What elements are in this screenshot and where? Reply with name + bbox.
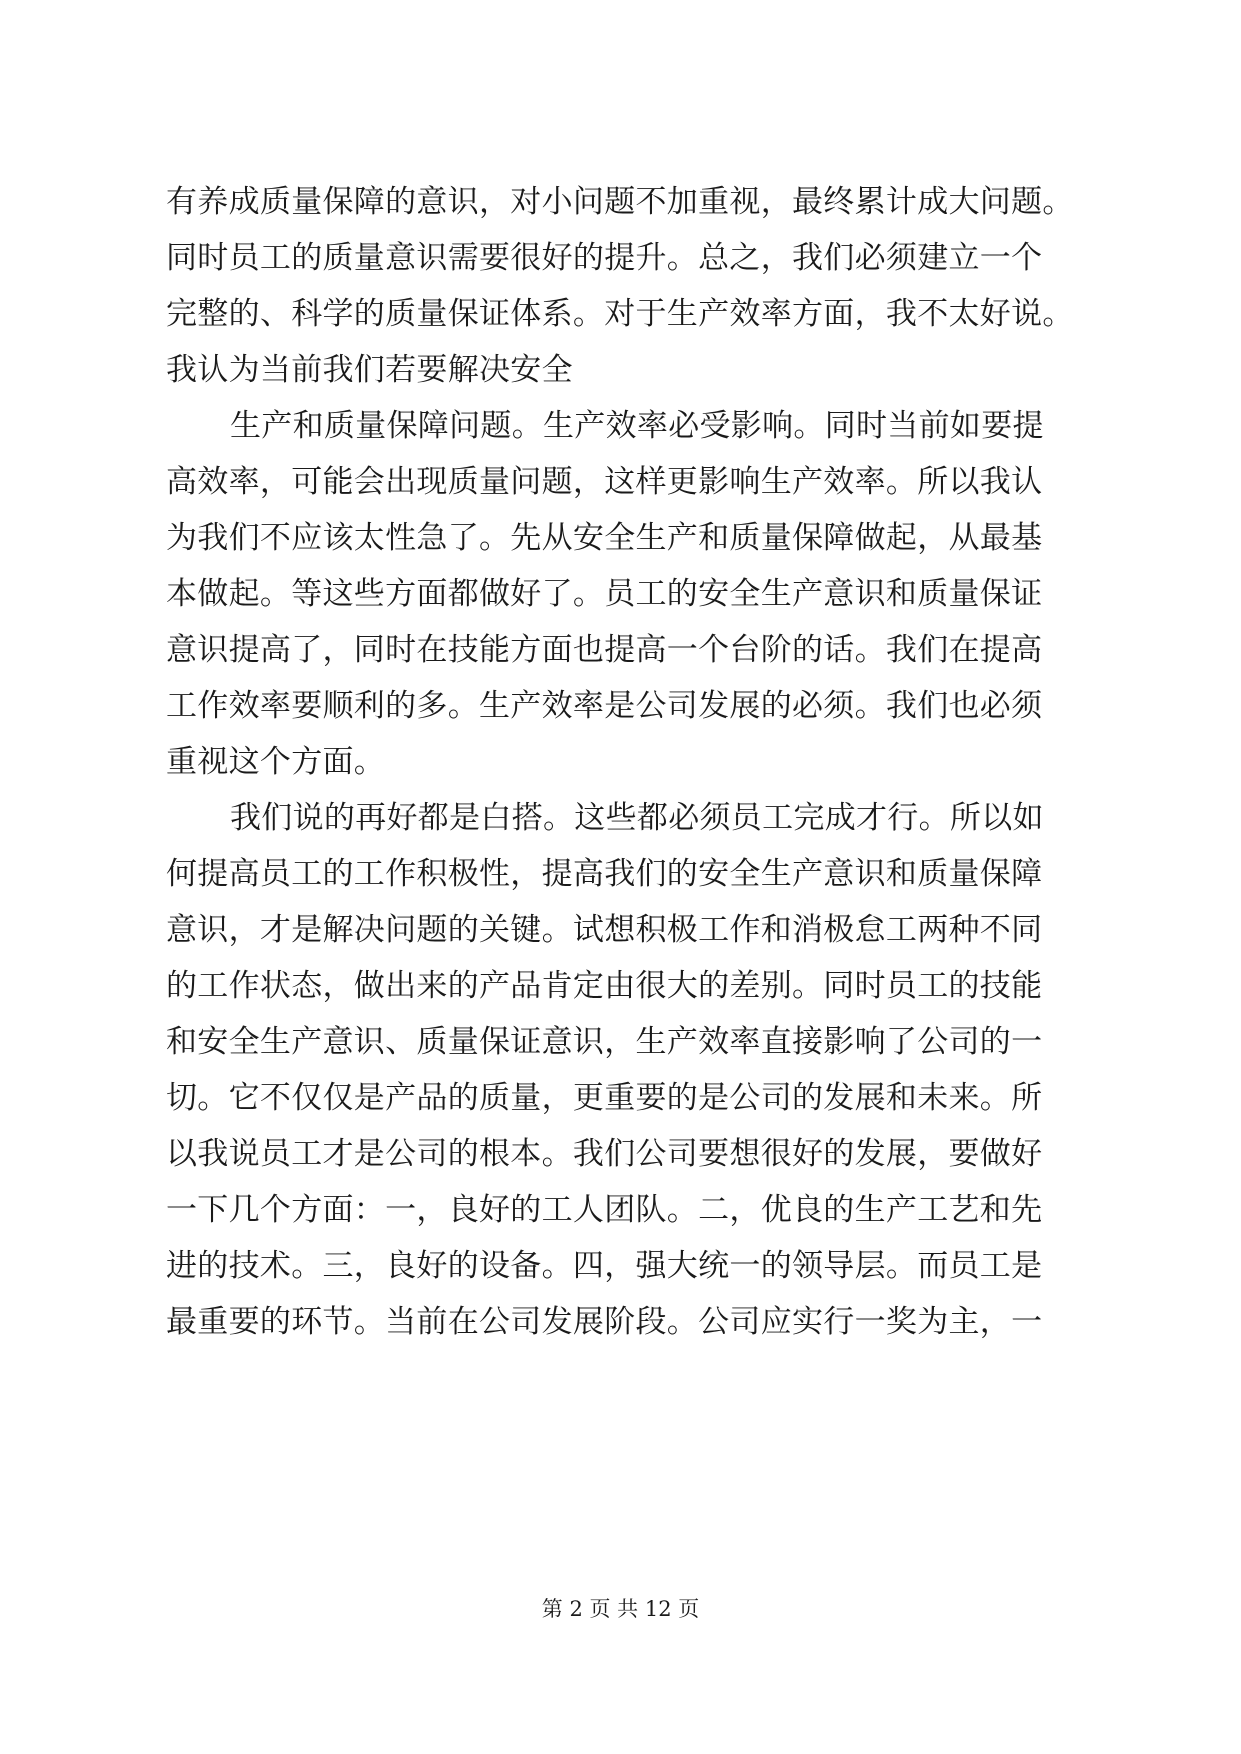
- paragraph-3-line-6: 切。它不仅仅是产品的质量，更重要的是公司的发展和未来。所: [166, 1080, 1043, 1116]
- paragraph-3-line-1: 我们说的再好都是白搭。这些都必须员工完成才行。所以如: [230, 800, 1044, 836]
- paragraph-3-line-5: 和安全生产意识、质量保证意识，生产效率直接影响了公司的一: [166, 1024, 1043, 1060]
- paragraph-2-line-2: 高效率，可能会出现质量问题，这样更影响生产效率。所以我认: [166, 464, 1043, 500]
- paragraph-3-line-7: 以我说员工才是公司的根本。我们公司要想很好的发展，要做好: [166, 1136, 1043, 1172]
- paragraph-2-line-4: 本做起。等这些方面都做好了。员工的安全生产意识和质量保证: [166, 576, 1043, 612]
- paragraph-2-line-3: 为我们不应该太性急了。先从安全生产和质量保障做起，从最基: [166, 520, 1043, 556]
- paragraph-1-line-3: 完整的、科学的质量保证体系。对于生产效率方面，我不太好说。: [166, 296, 1074, 332]
- paragraph-3-line-3: 意识，才是解决问题的关键。试想积极工作和消极怠工两种不同: [166, 912, 1043, 948]
- paragraph-3-line-10: 最重要的环节。当前在公司发展阶段。公司应实行一奖为主，一: [166, 1304, 1043, 1340]
- paragraph-2-line-1: 生产和质量保障问题。生产效率必受影响。同时当前如要提: [230, 408, 1044, 444]
- paragraph-2-line-7: 重视这个方面。: [166, 744, 386, 780]
- paragraph-3-line-8: 一下几个方面：一，良好的工人团队。二，优良的生产工艺和先: [166, 1192, 1043, 1228]
- paragraph-2-line-5: 意识提高了，同时在技能方面也提高一个台阶的话。我们在提高: [166, 632, 1043, 668]
- paragraph-2-line-6: 工作效率要顺利的多。生产效率是公司发展的必须。我们也必须: [166, 688, 1043, 724]
- paragraph-3-line-4: 的工作状态，做出来的产品肯定由很大的差别。同时员工的技能: [166, 968, 1043, 1004]
- paragraph-1-line-4: 我认为当前我们若要解决安全: [166, 352, 573, 388]
- paragraph-3-line-9: 进的技术。三，良好的设备。四，强大统一的领导层。而员工是: [166, 1248, 1043, 1284]
- paragraph-3-line-2: 何提高员工的工作积极性，提高我们的安全生产意识和质量保障: [166, 856, 1043, 892]
- paragraph-1-line-2: 同时员工的质量意识需要很好的提升。总之，我们必须建立一个: [166, 240, 1043, 276]
- page-number-footer: 第 2 页 共 12 页: [541, 1597, 700, 1621]
- paragraph-1-line-1: 有养成质量保障的意识，对小问题不加重视，最终累计成大问题。: [166, 184, 1074, 220]
